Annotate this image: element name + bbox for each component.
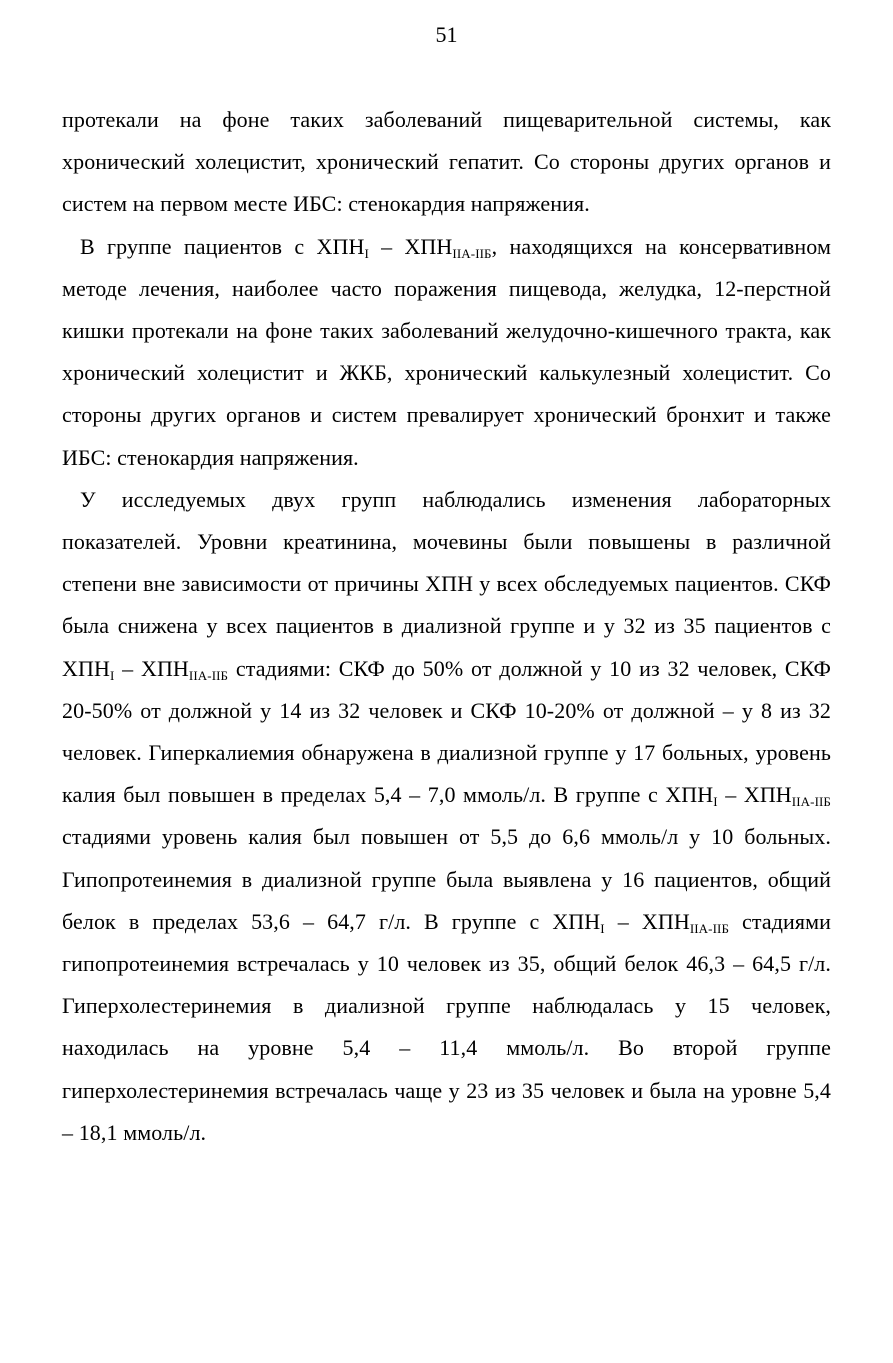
paragraph — [62, 226, 831, 479]
paragraph-text: – ХПН — [368, 233, 453, 259]
paragraph — [62, 479, 831, 1154]
paragraph-text: У исследуемых двух групп наблюдались изменения лабораторных показателей. Уровни креатинина, мочевины были повышены в различной степени вне зависимости от причины ХПН у всех обследуемых пациентов. СКФ была снижена у всех пациентов в диализной группе и у 32 из 35 пациентов с ХПН — [62, 486, 831, 681]
paragraph-text: – ХПН — [717, 782, 792, 808]
paragraph-text: стадиями гипопротеинемия встречалась у 10 человек из 35, общий белок 46,3 – 64,5 г/л. Гиперхолестеринемия в диализной группе наблюдалась у 15 человек, находилась на уровне 5,4 – 11,4 ммоль/л. Во второй группе гиперхолестеринемия встречалась чаще у 23 из 35 человек и была на уровне 5,4 – 18,1 ммоль/л. — [62, 908, 832, 1145]
paragraph-text: протекали на фоне таких заболеваний пищеварительной системы, как хронический холецистит, хронический гепатит. Со стороны других органов и систем на первом месте ИБС: стенокардия напряжения. — [62, 107, 831, 217]
page-number: 51 — [435, 22, 458, 47]
subscript: IIА-IIБ — [188, 667, 229, 683]
paragraph-text: – ХПН — [114, 655, 189, 681]
page-body — [62, 99, 831, 1154]
subscript: IIА-IIБ — [452, 245, 492, 261]
paragraph-text: , находящихся на консервативном методе лечения, наиболее часто поражения пищевода, желудка, 12-перстной кишки протекали на фоне таких заболеваний желудочно-кишечного тракта, как хронический холецистит и ЖКБ, хронический калькулезный холецистит. Со стороны других органов и систем превалирует хронический бронхит и также ИБС: стенокардия напряжения. — [62, 233, 832, 470]
subscript: IIА-IIБ — [689, 920, 730, 936]
paragraph-text: – ХПН — [604, 908, 690, 934]
paragraph-text: стадиями: СКФ до 50% от должной у 10 из 32 человек, СКФ 20-50% от должной у 14 из 32 человек и СКФ 10-20% от должной – у 8 из 32 человек. Гиперкалиемия обнаружена в диализной группе у 17 больных, уровень калия был повышен в пределах 5,4 – 7,0 ммоль/л. В группе с ХПН — [62, 655, 831, 808]
subscript: I — [364, 245, 369, 261]
paragraph — [62, 99, 831, 226]
paragraph-text: стадиями уровень калия был повышен от 5,5 до 6,6 ммоль/л у 10 больных. Гипопротеинемия в диализной группе была выявлена у 16 пациентов, общий белок в пределах 53,6 – 64,7 г/л. В группе с ХПН — [62, 824, 831, 934]
subscript: I — [109, 667, 115, 683]
subscript: I — [600, 920, 605, 936]
subscript: I — [713, 794, 718, 810]
paragraph-text: В группе пациентов с ХПН — [80, 233, 365, 259]
subscript: IIА-IIБ — [791, 794, 831, 810]
